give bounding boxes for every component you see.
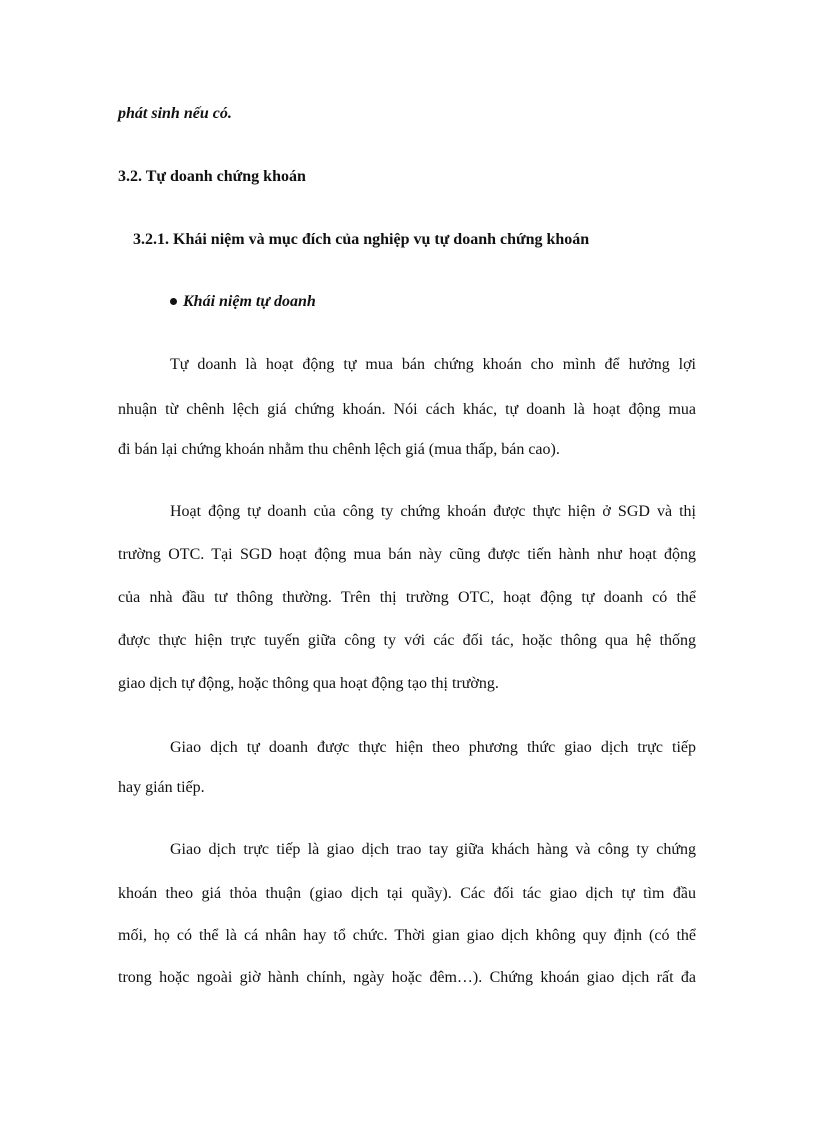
paragraph-4-line-3: mối, họ có thể là cá nhân hay tổ chức. Thời gian giao dịch không quy định (có thể: [118, 927, 696, 944]
subsection-heading: 3.2.1. Khái niệm và mục đích của nghiệp vụ tự doanh chứng khoán: [133, 231, 590, 248]
paragraph-1-line-2: nhuận từ chênh lệch giá chứng khoán. Nói cách khác, tự doanh là hoạt động mua: [118, 401, 696, 418]
bullet-icon: [170, 298, 177, 305]
paragraph-4-line-4: trong hoặc ngoài giờ hành chính, ngày hoặc đêm…). Chứng khoán giao dịch rất đa: [118, 969, 696, 986]
intro-fragment: phát sinh nếu có.: [118, 105, 232, 122]
paragraph-2-line-1: Hoạt động tự doanh của công ty chứng khoán được thực hiện ở SGD và thị: [170, 503, 696, 520]
paragraph-3-line-1: Giao dịch tự doanh được thực hiện theo phương thức giao dịch trực tiếp: [170, 739, 696, 756]
paragraph-2-line-4: được thực hiện trực tuyến giữa công ty với các đối tác, hoặc thông qua hệ thống: [118, 632, 696, 649]
paragraph-4-line-2: khoán theo giá thỏa thuận (giao dịch tại quầy). Các đối tác giao dịch tự tìm đầu: [118, 885, 696, 902]
section-heading: 3.2. Tự doanh chứng khoán: [118, 168, 306, 185]
paragraph-3-line-2: hay gián tiếp.: [118, 779, 205, 796]
paragraph-4-line-1: Giao dịch trực tiếp là giao dịch trao tay giữa khách hàng và công ty chứng: [170, 841, 696, 858]
paragraph-1-line-1: Tự doanh là hoạt động tự mua bán chứng khoán cho mình để hưởng lợi: [170, 356, 696, 373]
bullet-heading: Khái niệm tự doanh: [183, 293, 316, 310]
paragraph-2-line-2: trường OTC. Tại SGD hoạt động mua bán này cũng được tiến hành như hoạt động: [118, 546, 696, 563]
paragraph-2-line-3: của nhà đầu tư thông thường. Trên thị trường OTC, hoạt động tự doanh có thể: [118, 589, 696, 606]
paragraph-1-line-3: đi bán lại chứng khoán nhằm thu chênh lệch giá (mua thấp, bán cao).: [118, 441, 560, 458]
bullet-item: [170, 292, 316, 312]
paragraph-2-line-5: giao dịch tự động, hoặc thông qua hoạt động tạo thị trường.: [118, 675, 499, 692]
